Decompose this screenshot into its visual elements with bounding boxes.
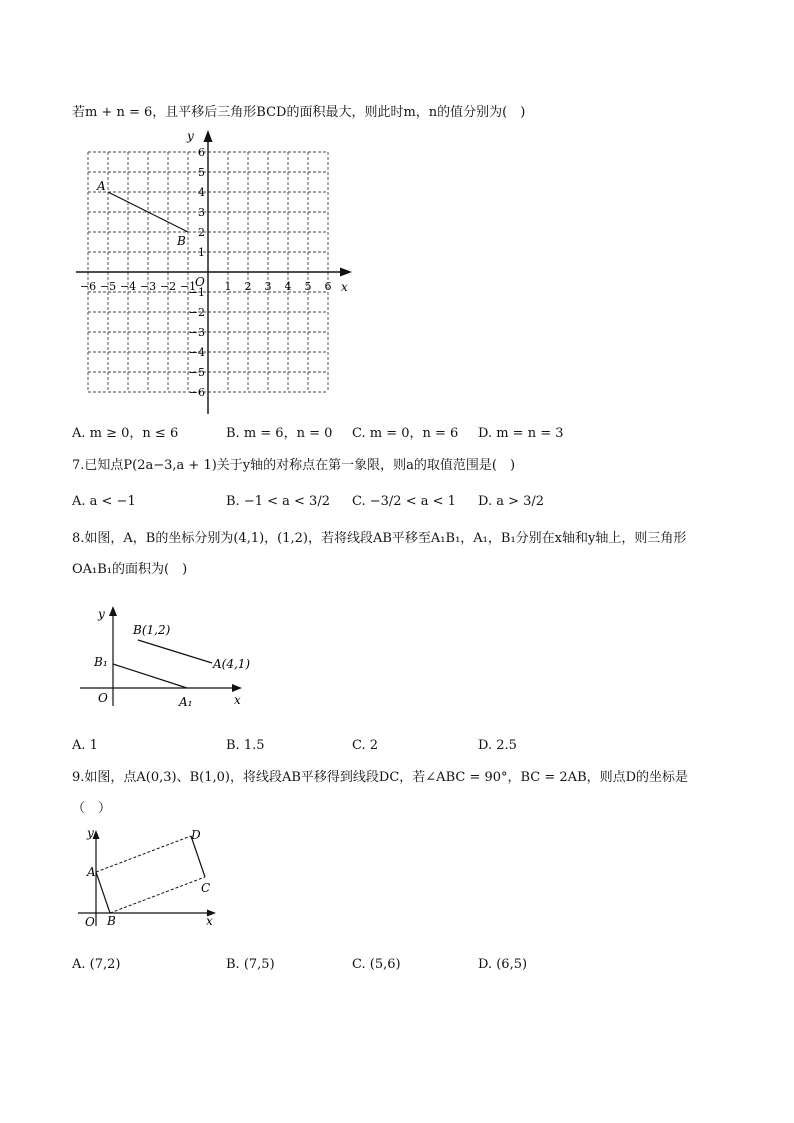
q9-dashed-ad	[96, 836, 191, 872]
q8-y-arrow	[109, 606, 117, 616]
q9-option-b[interactable]: B. (7,5)	[226, 957, 275, 972]
q6-y-arrow	[204, 130, 213, 142]
q8-label-b1: B₁	[94, 655, 108, 669]
q6-y-tick-label: −3	[188, 326, 205, 339]
q6-option-d[interactable]: D. m = n = 3	[478, 426, 564, 441]
q8-label-a: A(4,1)	[213, 657, 251, 671]
q6-y-axis-label: y	[187, 129, 194, 143]
q9-segment-dc	[191, 836, 205, 877]
q6-y-tick-label: −1	[188, 286, 205, 299]
q9-origin-label: O	[85, 915, 95, 929]
q6-grid-figure	[70, 128, 360, 420]
q9-figure	[74, 822, 234, 934]
q9-option-a[interactable]: A. (7,2)	[72, 957, 121, 972]
q6-point-a-label: A	[97, 179, 106, 193]
q6-x-tick-label: −3	[139, 280, 157, 293]
q7-stem: 7.已知点P(2a−3,a + 1)关于y轴的对称点在第一象限，则a的取值范围是( )	[72, 458, 516, 473]
q6-x-tick-label: 2	[244, 280, 252, 293]
q8-option-c[interactable]: C. 2	[352, 738, 379, 753]
q6-y-tick-label: 1	[198, 246, 205, 259]
q8-segment-ab	[138, 640, 212, 663]
q8-stem-line1: 8.如图，A，B的坐标分别为(4,1)，(1,2)，若将线段AB平移至A₁B₁，A₁，B₁分别在x轴和y轴上，则三角形	[72, 531, 687, 546]
q6-x-arrow	[340, 268, 352, 277]
q8-label-b: B(1,2)	[133, 623, 171, 637]
q6-y-tick-label: 5	[198, 166, 205, 179]
q6-x-tick-label: −1	[179, 280, 197, 293]
q9-stem-line2: （ ）	[72, 801, 112, 816]
q9-label-d: D	[191, 828, 201, 842]
q7-option-a[interactable]: A. a < −1	[72, 494, 136, 509]
q6-x-tick-label: 5	[304, 280, 312, 293]
q6-y-tick-label: 3	[198, 206, 205, 219]
q6-x-tick-label: 3	[264, 280, 272, 293]
q9-option-c[interactable]: C. (5,6)	[352, 957, 401, 972]
q6-y-tick-label: −6	[188, 386, 205, 399]
q6-y-tick-label: 2	[198, 226, 205, 239]
q7-option-c[interactable]: C. −3/2 < a < 1	[352, 494, 456, 509]
q6-option-a[interactable]: A. m ≥ 0，n ≤ 6	[72, 426, 179, 441]
q6-origin-label: O	[195, 275, 205, 289]
q8-origin-label: O	[98, 691, 108, 705]
q6-x-tick-label: 6	[324, 280, 332, 293]
q6-y-tick-label: 6	[198, 146, 205, 159]
q6-y-tick-label: −2	[188, 306, 205, 319]
q6-stem: 若m + n = 6，且平移后三角形BCD的面积最大，则此时m，n的值分别为( )	[72, 105, 526, 120]
q8-label-a1: A₁	[179, 695, 193, 709]
q6-x-tick-label: 4	[284, 280, 292, 293]
q6-x-tick-label: −6	[79, 280, 97, 293]
q6-point-b-label: B	[177, 234, 186, 248]
q8-option-b[interactable]: B. 1.5	[226, 738, 265, 753]
q6-x-tick-label: −2	[159, 280, 177, 293]
q8-stem-line2: OA₁B₁的面积为( )	[72, 562, 188, 577]
q9-label-b: B	[107, 914, 116, 928]
q6-x-axis-label: x	[341, 280, 348, 294]
q8-figure	[76, 600, 266, 720]
q9-y-axis-label: y	[87, 826, 94, 840]
q7-option-d[interactable]: D. a > 3/2	[478, 494, 545, 509]
q8-x-axis-label: x	[234, 693, 241, 707]
q9-segment-ab	[96, 872, 110, 913]
q8-y-axis-label: y	[98, 607, 105, 621]
q6-x-tick-label: −4	[119, 280, 137, 293]
q9-option-d[interactable]: D. (6,5)	[478, 957, 528, 972]
q8-segment-a1b1	[113, 664, 187, 688]
q8-option-a[interactable]: A. 1	[72, 738, 98, 753]
q9-x-axis-label: x	[206, 914, 213, 928]
q9-label-a: A	[87, 865, 96, 879]
q6-y-tick-label: −5	[188, 366, 205, 379]
q9-dashed-bc	[110, 877, 205, 913]
q9-stem-line1: 9.如图，点A(0,3)、B(1,0)，将线段AB平移得到线段DC，若∠ABC = 90°，BC = 2AB，则点D的坐标是	[72, 770, 689, 785]
q7-option-b[interactable]: B. −1 < a < 3/2	[226, 494, 330, 509]
q6-x-tick-labels	[80, 280, 332, 293]
q6-y-tick-label: −4	[188, 346, 205, 359]
q6-x-tick-label: 1	[224, 280, 232, 293]
q6-x-tick-label: −5	[99, 280, 117, 293]
q8-x-arrow	[232, 684, 242, 692]
q6-y-tick-label: 4	[198, 186, 205, 199]
q6-axes	[76, 130, 352, 414]
q9-label-c: C	[201, 881, 211, 895]
q6-option-b[interactable]: B. m = 6，n = 0	[226, 426, 333, 441]
q6-option-c[interactable]: C. m = 0，n = 6	[352, 426, 459, 441]
q8-option-d[interactable]: D. 2.5	[478, 738, 517, 753]
